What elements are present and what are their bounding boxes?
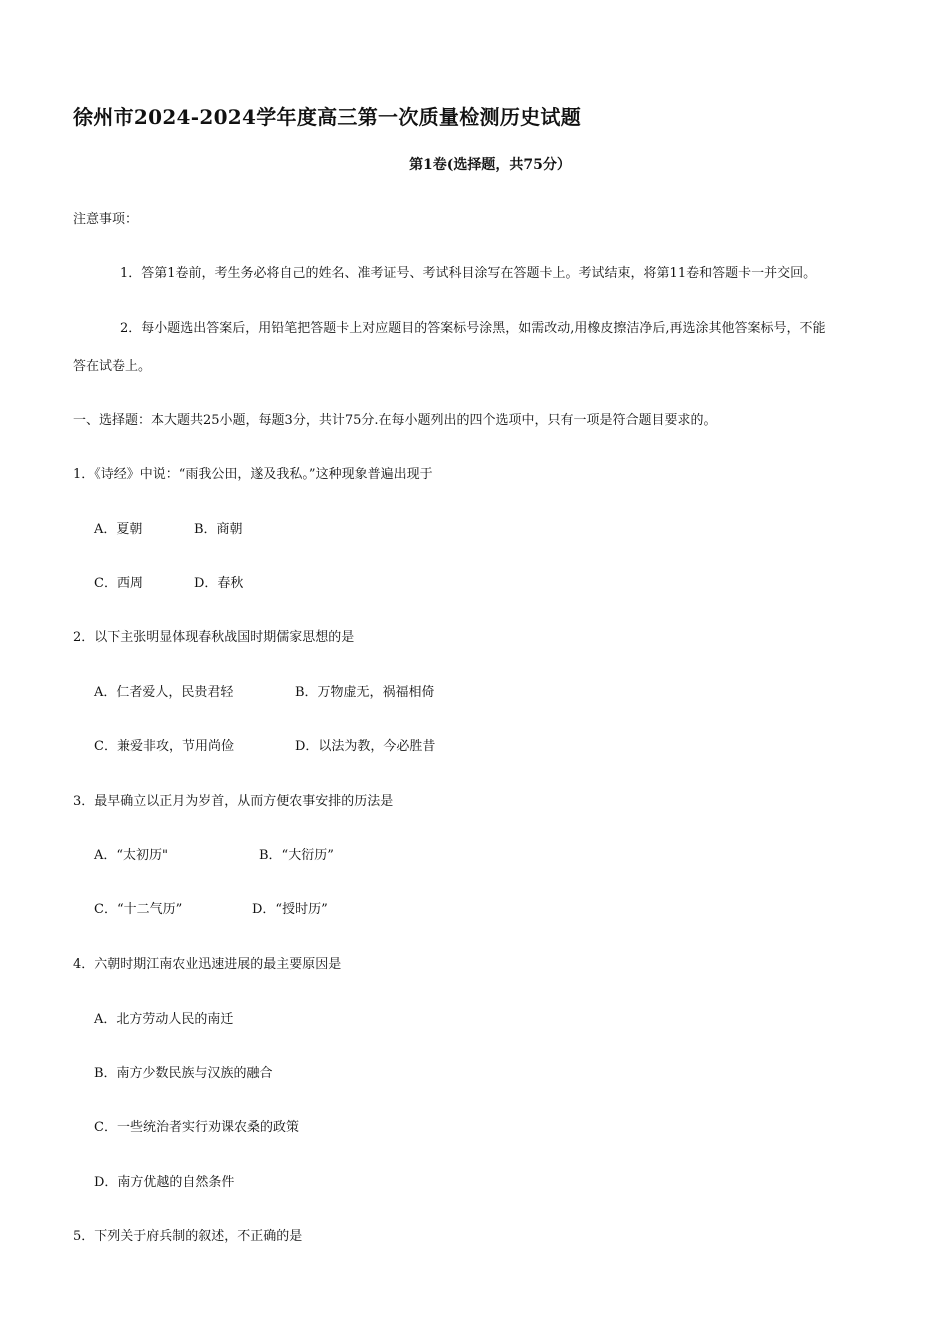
section-heading: 一、选择题：本大题共25小题，每题3分，共计75分.在每小题列出的四个选项中，只有一项是符合题目要求的。 [73,413,717,428]
option-row [0,521,950,539]
page-title: 徐州市2024-2024学年度高三第一次质量检测历史试题 [73,105,582,129]
notice-heading: 注意事项： [73,212,139,227]
option-c: C．一些统治者实行劝课农桑的政策 [94,1120,299,1135]
option-row [0,901,950,919]
section-subtitle: 第1卷(选择题，共75分） [409,157,571,173]
option-row [0,738,950,756]
option-row [0,847,950,865]
notice-item: 2．每小题选出答案后，用铅笔把答题卡上对应题目的答案标号涂黑，如需改动,用橡皮擦洁净后,再选涂其他答案标号，不能 [120,321,826,336]
option-d: D．“授时历” [252,902,328,917]
option-b: B．商朝 [194,522,243,537]
question-stem: 1．《诗经》中说：“雨我公田，遂及我私。”这种现象普遍出现于 [73,467,433,482]
option-row [0,684,950,702]
option-a: A．北方劳动人民的南迁 [94,1012,234,1027]
notice-item-continued: 答在试卷上。 [73,359,152,374]
option-c: C．兼爱非攻，节用尚俭 [94,739,234,754]
option-d: D．南方优越的自然条件 [94,1175,235,1190]
option-c: C．西周 [94,576,143,591]
question-stem: 2．以下主张明显体现春秋战国时期儒家思想的是 [73,630,355,645]
option-b: B．“大衍历” [259,848,334,863]
question-stem: 4．六朝时期江南农业迅速进展的最主要原因是 [73,957,342,972]
option-a: A．“太初历" [94,848,169,863]
notice-item: 1．答第1卷前，考生务必将自己的姓名、准考证号、考试科目涂写在答题卡上。考试结束，将第11卷和答题卡一并交回。 [120,266,817,281]
question-stem: 3．最早确立以正月为岁首，从而方便农事安排的历法是 [73,794,394,809]
option-c: C．“十二气历” [94,902,183,917]
option-a: A．夏朝 [94,522,143,537]
option-d: D．春秋 [194,576,244,591]
option-b: B．万物虚无，祸福相倚 [295,685,435,700]
question-stem: 5．下列关于府兵制的叙述，不正确的是 [73,1229,303,1244]
option-d: D．以法为教，今必胜昔 [295,739,436,754]
option-a: A．仁者爱人，民贵君轻 [94,685,234,700]
option-row [0,575,950,593]
option-b: B．南方少数民族与汉族的融合 [94,1066,273,1081]
